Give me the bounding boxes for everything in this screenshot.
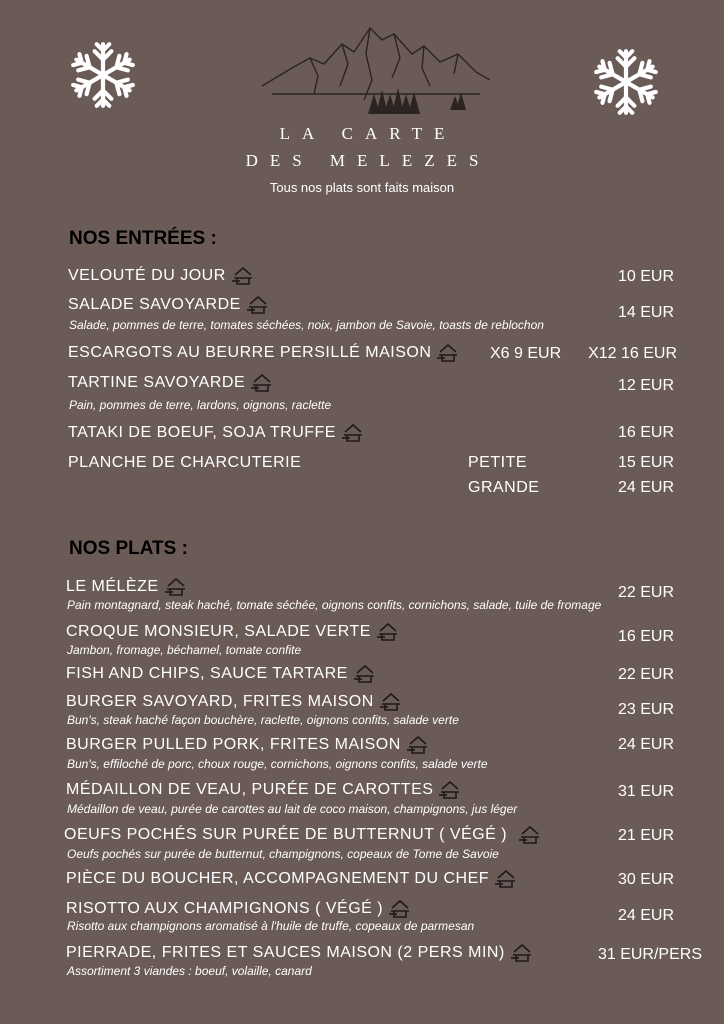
house-icon: [232, 266, 254, 286]
menu-item-price: 15 EUR: [617, 454, 674, 471]
menu-item-name: OEUFS POCHÉS SUR PURÉE DE BUTTERNUT ( VÉGÉ ): [64, 825, 541, 845]
size-label-grande: GRANDE: [468, 479, 540, 496]
menu-item-price: 24 EUR: [617, 907, 674, 924]
menu-item-name: TARTINE SAVOYARDE: [68, 373, 273, 393]
menu-item-description: Jambon, fromage, béchamel, tomate confite: [67, 643, 302, 657]
menu-item-price: 21 EUR: [617, 827, 674, 844]
menu-item-description: Pain montagnard, steak haché, tomate séchée, oignons confits, cornichons, salade, tuile de fromage: [67, 598, 602, 612]
menu-item-name: TATAKI DE BOEUF, SOJA TRUFFE: [68, 423, 364, 443]
section-title-plats: NOS PLATS :: [69, 538, 188, 559]
menu-item-price: 10 EUR: [617, 268, 674, 285]
menu-item-price: 24 EUR: [617, 736, 674, 753]
menu-title-line-2: DES MELEZES: [245, 151, 491, 170]
menu-item-name: ESCARGOTS AU BEURRE PERSILLÉ MAISON: [68, 343, 459, 363]
house-icon: [407, 735, 429, 755]
menu-item-name: RISOTTO AUX CHAMPIGNONS ( VÉGÉ ): [66, 899, 411, 919]
menu-item-name: SALADE SAVOYARDE: [68, 295, 269, 315]
menu-item-price: 24 EUR: [617, 479, 674, 496]
menu-item-price-x6: X6 9 EUR: [490, 345, 562, 362]
house-icon: [251, 373, 273, 393]
house-icon: [519, 825, 541, 845]
menu-item-description: Assortiment 3 viandes : boeuf, volaille, canard: [67, 964, 312, 978]
section-title-entrees: NOS ENTRÉES :: [69, 228, 217, 249]
menu-item-description: Bun's, effiloché de porc, choux rouge, cornichons, oignons confits, salade verte: [67, 757, 488, 771]
house-icon: [389, 899, 411, 919]
menu-item-name: PIÈCE DU BOUCHER, ACCOMPAGNEMENT DU CHEF: [66, 869, 517, 889]
house-icon: [511, 943, 533, 963]
menu-item-name: MÉDAILLON DE VEAU, PURÉE DE CAROTTES: [66, 780, 461, 800]
menu-item-description: Pain, pommes de terre, lardons, oignons, raclette: [69, 398, 332, 412]
menu-item-name: CROQUE MONSIEUR, SALADE VERTE: [66, 622, 399, 642]
house-icon: [342, 423, 364, 443]
snowflake-icon: [68, 40, 138, 110]
menu-item-price: 30 EUR: [617, 871, 674, 888]
menu-item-price: 14 EUR: [617, 304, 674, 321]
menu-item-description: Médaillon de veau, purée de carottes au lait de coco maison, champignons, jus léger: [67, 802, 518, 816]
menu-item-name: FISH AND CHIPS, SAUCE TARTARE: [66, 664, 376, 684]
menu-item-price: 12 EUR: [617, 377, 674, 394]
menu-item-name: LE MÉLÈZE: [66, 577, 187, 597]
house-icon: [377, 622, 399, 642]
menu-title: LA CARTE: [279, 124, 457, 143]
menu-item-description: Risotto aux champignons aromatisé à l'huile de truffe, copeaux de parmesan: [67, 919, 475, 933]
menu-item-price: 23 EUR: [617, 701, 674, 718]
snowflake-icon: [591, 47, 661, 117]
menu-item-description: Bun's, steak haché façon bouchère, raclette, oignons confits, salade verte: [67, 713, 459, 727]
menu-item-price: 22 EUR: [617, 666, 674, 683]
house-icon: [247, 295, 269, 315]
menu-item-name: VELOUTÉ DU JOUR: [68, 266, 254, 286]
mountains-illustration: [262, 24, 490, 116]
menu-item-price: 31 EUR: [617, 783, 674, 800]
menu-subtitle: Tous nos plats sont faits maison: [269, 180, 455, 195]
house-icon: [439, 780, 461, 800]
house-icon: [437, 343, 459, 363]
house-icon: [165, 577, 187, 597]
menu-item-price-x12: X12 16 EUR: [588, 345, 677, 362]
menu-item-description: Oeufs pochés sur purée de butternut, champignons, copeaux de Tome de Savoie: [67, 847, 499, 861]
menu-item-name: BURGER SAVOYARD, FRITES MAISON: [66, 692, 402, 712]
menu-item-price: 16 EUR: [617, 628, 674, 645]
menu-item-description: Salade, pommes de terre, tomates séchées, noix, jambon de Savoie, toasts de reblochon: [69, 318, 544, 332]
size-label-petite: PETITE: [468, 454, 528, 471]
menu-item-name: BURGER PULLED PORK, FRITES MAISON: [66, 735, 429, 755]
menu-item-name: PLANCHE DE CHARCUTERIE: [68, 454, 302, 471]
house-icon: [380, 692, 402, 712]
house-icon: [354, 664, 376, 684]
menu-item-price: 31 EUR/PERS: [597, 946, 702, 963]
menu-item-name: PIERRADE, FRITES ET SAUCES MAISON (2 PERS MIN): [66, 943, 533, 963]
menu-item-price: 16 EUR: [617, 424, 674, 441]
house-icon: [495, 869, 517, 889]
menu-item-price: 22 EUR: [617, 584, 674, 601]
